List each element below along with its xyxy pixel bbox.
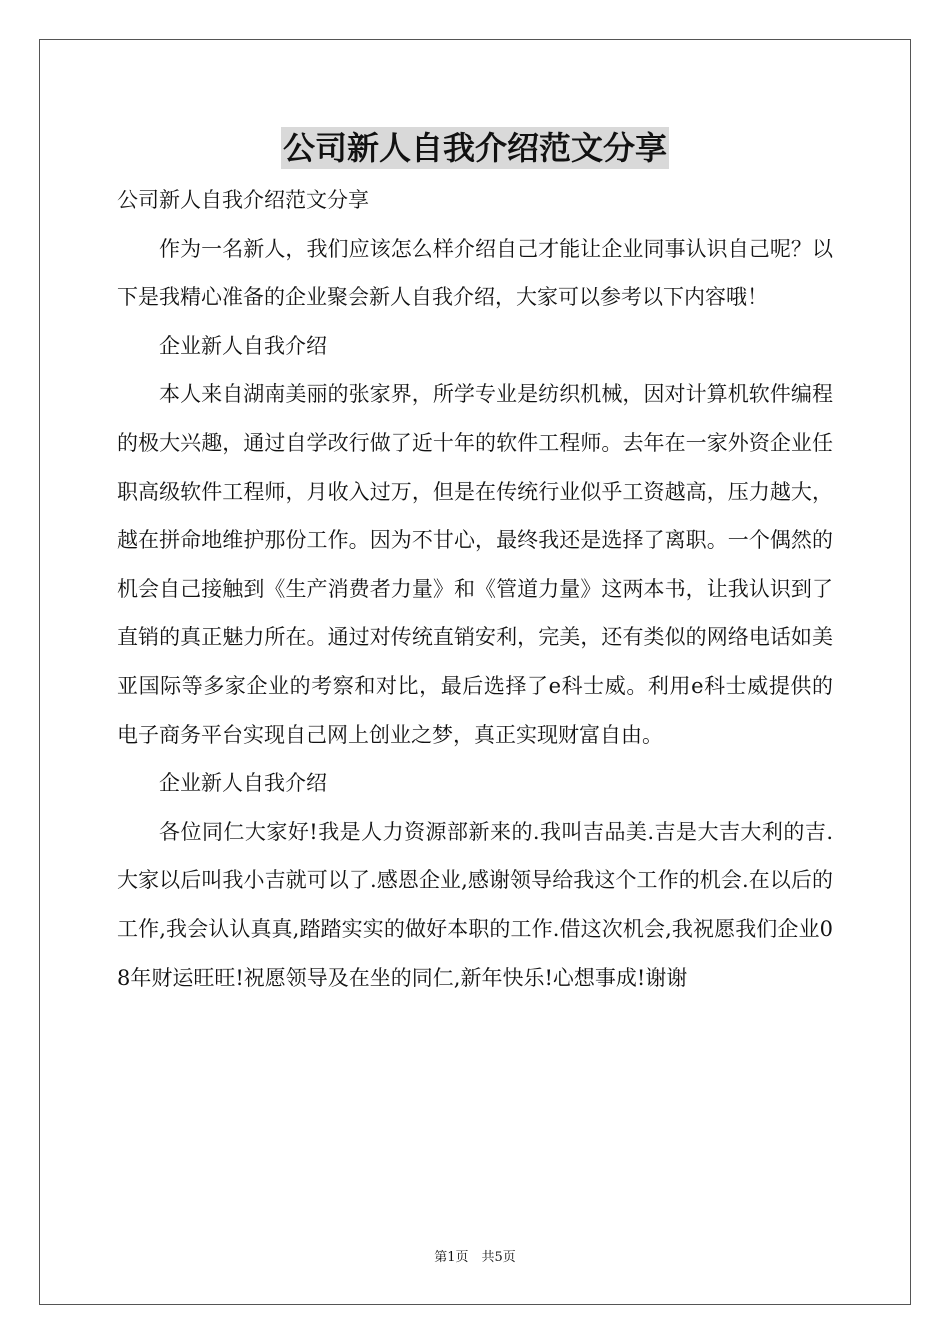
document-title: 公司新人自我介绍范文分享 [282,129,667,167]
title-wrap [0,127,950,169]
document-body [117,176,833,1002]
page-footer: 第1页 共5页 [434,1250,516,1265]
paragraph-subtitle: 公司新人自我介绍范文分享 [117,188,369,212]
section-heading-1: 企业新人自我介绍 [159,333,327,358]
paragraph-intro: 作为一名新人，我们应该怎么样介绍自己才能让企业同事认识自己呢？以下是我精心准备的企业聚会新人自我介绍，大家可以参考以下内容哦！ [117,236,833,310]
paragraph-section-1: 本人来自湖南美丽的张家界，所学专业是纺织机械，因对计算机软件编程的极大兴趣，通过自学改行做了近十年的软件工程师。去年在一家外资企业任职高级软件工程师，月收入过万，但是在传统行业似乎工资越高，压力越大，越在拼命地维护那份工作。因为不甘心，最终我还是选择了离职。一个偶然的机会自己接触到《生产消费者力量》和《管道力量》这两本书，让我认识到了直销的真正魅力所在。通过对传统直销安利，完美，还有类似的网络电话如美亚国际等多家企业的考察和对比，最后选择了e科士威。利用e科士威提供的电子商务平台实现自己网上创业之梦，真正实现财富自由。 [117,382,833,747]
paragraph-section-2: 各位同仁大家好!我是人力资源部新来的.我叫吉品美.吉是大吉大利的吉.大家以后叫我小吉就可以了.感恩企业,感谢领导给我这个工作的机会.在以后的工作,我会认认真真,踏踏实实的做好本职的工作.借这次机会,我祝愿我们企业08年财运旺旺!祝愿领导及在坐的同仁,新年快乐!心想事成!谢谢 [117,819,833,990]
section-heading-2: 企业新人自我介绍 [159,771,327,796]
